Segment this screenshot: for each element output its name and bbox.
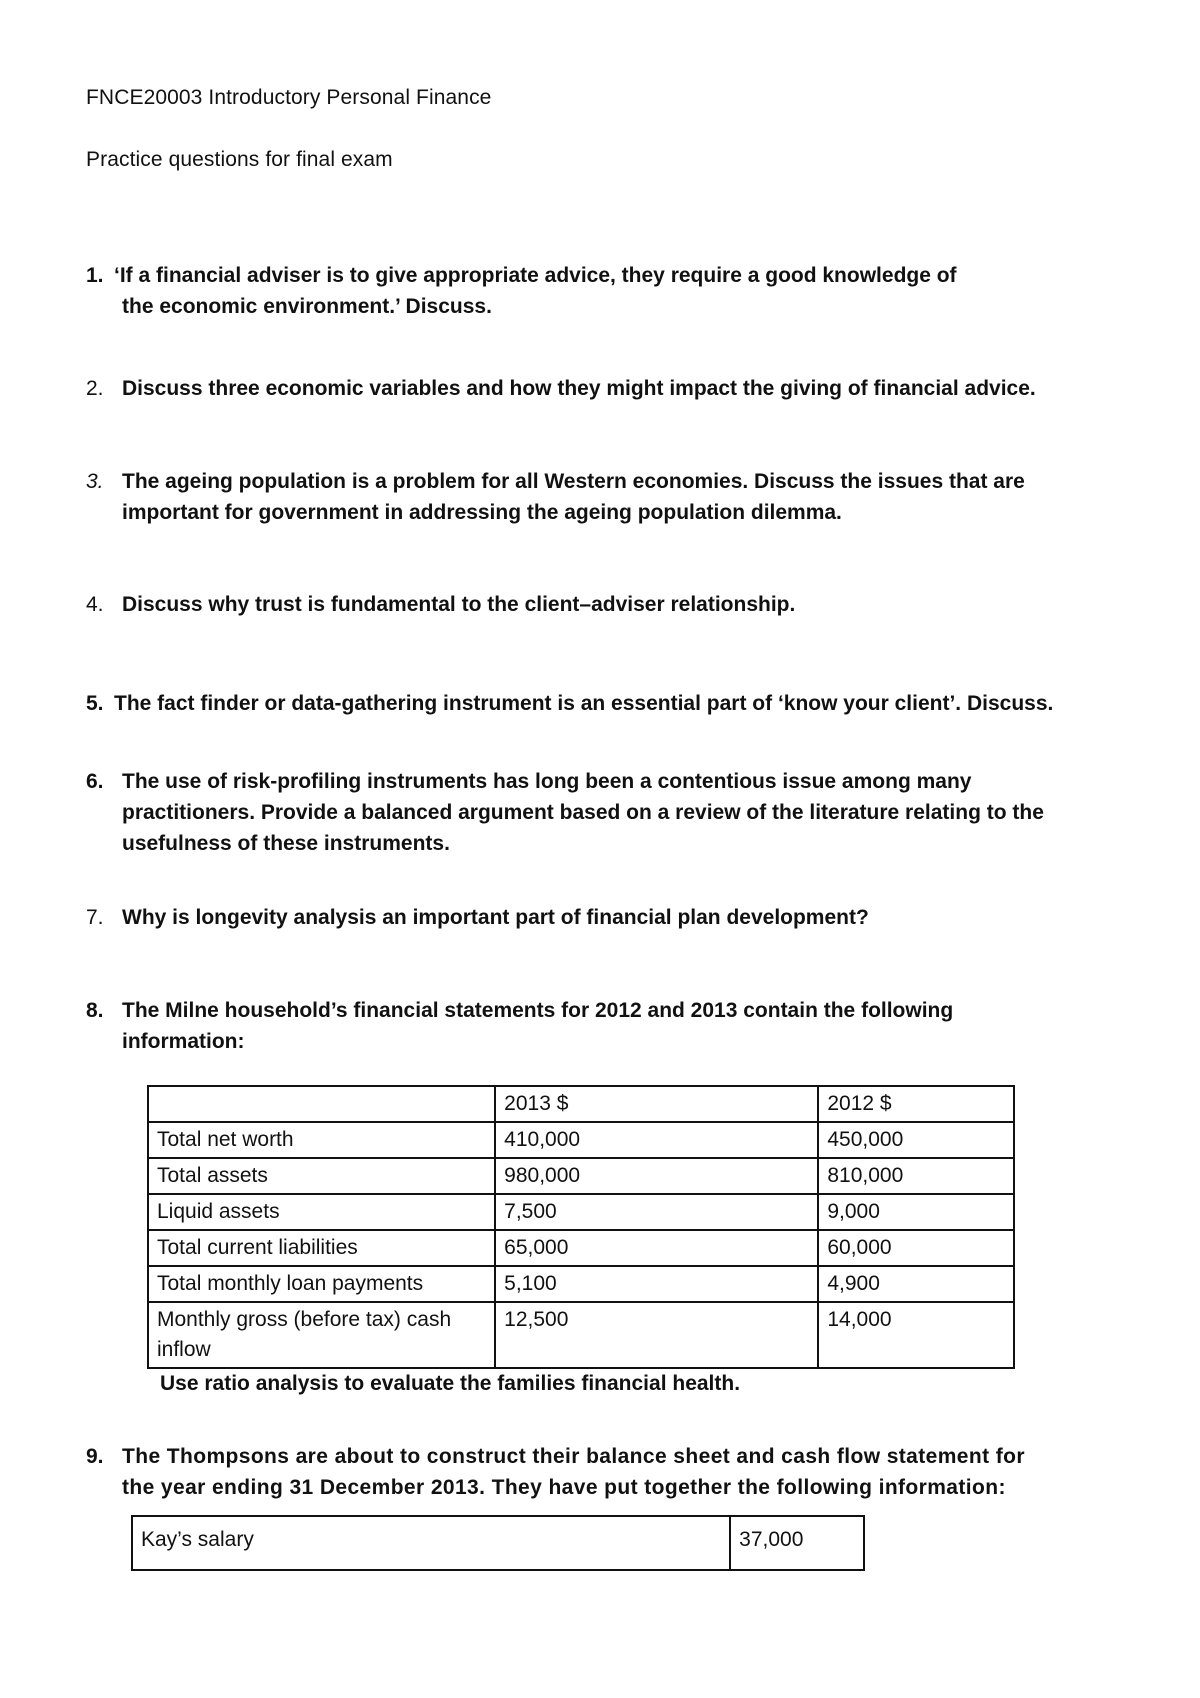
question-8-instruction: Use ratio analysis to evaluate the families financial health. [160,1372,741,1395]
table-cell: 14,000 [818,1302,1014,1368]
question-number: 1. [86,264,104,287]
table-header-row [148,1086,1014,1122]
question-number: 3. [86,470,104,493]
question-text-line: important for government in addressing the ageing population dilemma. [122,501,842,524]
thompson-info-table [131,1515,865,1571]
question-number: 4. [86,593,104,616]
question-number: 8. [86,999,104,1022]
table-cell: 7,500 [495,1194,818,1230]
question-number: 5. [86,692,104,715]
table-cell: Total monthly loan payments [148,1266,495,1302]
table-cell: Monthly gross (before tax) cash inflow [148,1302,495,1368]
table-row [148,1194,1014,1230]
table-row [148,1158,1014,1194]
table-row [148,1122,1014,1158]
question-text-line: ‘If a financial adviser is to give appropriate advice, they require a good knowledge of [114,264,957,287]
question-text-line: the economic environment.’ Discuss. [122,295,492,318]
table-cell: 37,000 [730,1516,864,1570]
question-text-line: the year ending 31 December 2013. They have put together the following information: [122,1476,1006,1499]
question-text-line: The ageing population is a problem for all Western economies. Discuss the issues that are [122,470,1025,493]
question-text-line: The use of risk-profiling instruments has long been a contentious issue among many [122,770,972,793]
table-row [132,1516,864,1570]
table-header-cell: 2013 $ [495,1086,818,1122]
question-text-line: Why is longevity analysis an important part of financial plan development? [122,906,869,929]
question-text-line: The fact finder or data-gathering instrument is an essential part of ‘know your client’. Discuss. [114,692,1054,715]
question-text-line: Discuss why trust is fundamental to the client–adviser relationship. [122,593,796,616]
question-text-line: information: [122,1030,245,1053]
table-cell: 450,000 [818,1122,1014,1158]
table-row [148,1302,1014,1368]
table-cell: 410,000 [495,1122,818,1158]
table-cell: Liquid assets [148,1194,495,1230]
table-cell: 5,100 [495,1266,818,1302]
table-cell: Total assets [148,1158,495,1194]
question-text-line: The Milne household’s financial statements for 2012 and 2013 contain the following [122,999,954,1022]
table-cell: 810,000 [818,1158,1014,1194]
table-cell: Kay’s salary [132,1516,730,1570]
table-header-cell: 2012 $ [818,1086,1014,1122]
question-number: 2. [86,377,104,400]
question-number: 7. [86,906,104,929]
question-text-line: Discuss three economic variables and how they might impact the giving of financial advice. [122,377,1036,400]
question-text-line: The Thompsons are about to construct their balance sheet and cash flow statement for [122,1445,1025,1468]
course-title: FNCE20003 Introductory Personal Finance [86,86,492,109]
question-number: 6. [86,770,104,793]
table-cell: 4,900 [818,1266,1014,1302]
table-row [148,1266,1014,1302]
question-number: 9. [86,1445,104,1468]
milne-financials-table [147,1085,1015,1369]
table-cell: 12,500 [495,1302,818,1368]
table-row [148,1230,1014,1266]
table-cell: 65,000 [495,1230,818,1266]
question-text-line: usefulness of these instruments. [122,832,450,855]
question-text-line: practitioners. Provide a balanced argument based on a review of the literature relating to the [122,801,1044,824]
table-cell: 9,000 [818,1194,1014,1230]
page-subtitle: Practice questions for final exam [86,148,393,171]
table-cell [148,1086,495,1122]
table-cell: Total current liabilities [148,1230,495,1266]
table-cell: 60,000 [818,1230,1014,1266]
table-cell: Total net worth [148,1122,495,1158]
table-cell: 980,000 [495,1158,818,1194]
